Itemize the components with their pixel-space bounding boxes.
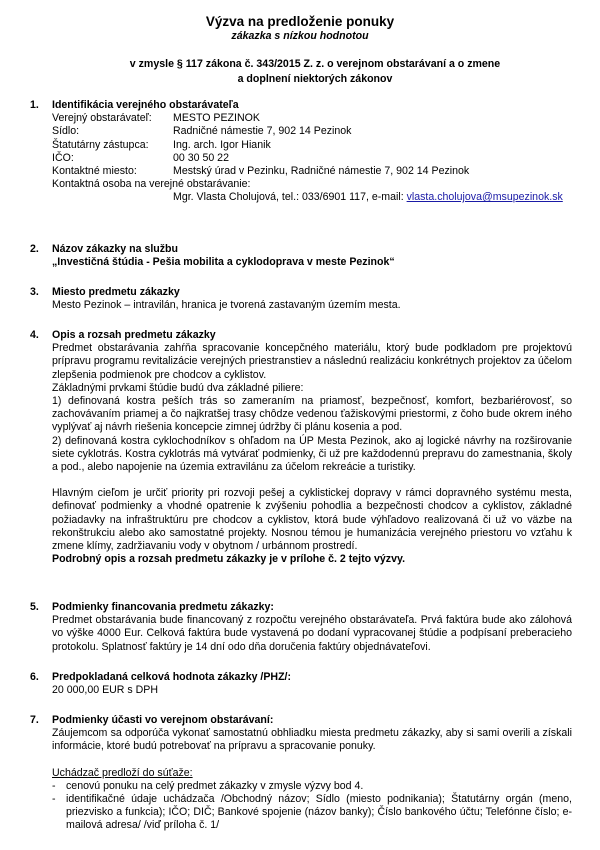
document-title: Výzva na predloženie ponuky [205,14,395,29]
section-number: 5. [30,601,39,613]
section-7 [30,714,572,833]
paragraph: Základnými prvkami štúdie budú dva základné piliere: [52,381,304,394]
legal-basis-line: v zmysle § 117 zákona č. 343/2015 Z. z. o verejnom obstarávaní a o zmene [129,58,501,70]
section-number: 6. [30,671,39,683]
document-subtitle: zákazka s nízkou hodnotou [231,30,369,42]
section-text: Záujemcom sa odporúča vykonať samostatnú obhliadku miesta predmetu zákazky, aby si sami overili a získali informácie, ktoré budú potrebovať na prípravu a spracovanie ponuky. [52,727,572,753]
info-row [52,112,572,125]
list-item-text: identifikačné údaje uchádzača /Obchodný názov; Sídlo (miesto podnikania); Štatutárny orgán (meno, priezvisko a funkcia); IČO; DIČ; Bankové spojenie (názov banky); Číslo bankového účtu; Telefónne číslo; e-mailová adresa/ /viď príloha č. 1/ [66,793,572,832]
section-number: 7. [30,714,39,726]
legal-basis [60,57,570,87]
info-label: Sídlo: [52,125,80,138]
section-4 [30,329,572,566]
section-heading: Predpokladaná celková hodnota zákazky /PHZ/: [52,671,292,683]
contact-line [173,191,572,204]
section-3 [30,286,572,312]
section-heading: Podmienky financovania predmetu zákazky: [52,601,274,613]
info-value: Radničné námestie 7, 902 14 Pezinok [173,125,352,138]
section-6 [30,671,572,697]
info-value: MESTO PEZINOK [173,112,260,125]
list-item: - identifikačné údaje uchádzača /Obchodný názov; Sídlo (miesto podnikania); Štatutárny orgán (meno, priezvisko a funkcia); IČO; DIČ; Bankové spojenie (názov banky); Číslo bankového účtu; Telefónne číslo; e-mailová adresa/ /viď príloha č. 1/ [52,793,572,832]
section-5 [30,601,572,654]
info-value: 00 30 50 22 [173,151,229,164]
section-text: 20 000,00 EUR s DPH [52,684,158,697]
info-label: IČO: [52,151,74,164]
section-heading: Názov zákazky na službu [52,243,178,255]
list-item-text: cenovú ponuku na celý predmet zákazky v zmysle výzvy bod 4. [66,779,364,792]
info-row [52,152,572,165]
section-text: Mesto Pezinok – intravilán, hranica je tvorená zastavaným územím mesta. [52,299,401,312]
info-row [52,125,572,138]
list-item: - cenovú ponuku na celý predmet zákazky v zmysle výzvy bod 4. [52,779,364,792]
list-heading: Uchádzač predloží do súťaže: [52,766,193,779]
info-row [52,139,572,152]
contact-label: Kontaktná osoba na verejné obstarávanie: [52,178,251,191]
section-text: Predmet obstarávania bude financovaný z rozpočtu verejného obstarávateľa. Prvá faktúra bude ako zálohová vo výške 4000 Eur. Celková faktúra bude vystavená po dodaní vypracovanej štúdie a podpísaní preberacieho protokolu. Splatnosť faktúry je 14 dní odo dňa doručenia faktúry objednávateľovi. [52,614,572,653]
paragraph-emphasis: Podrobný opis a rozsah predmetu zákazky je v prílohe č. 2 tejto výzvy. [52,553,406,566]
contact-text: Mgr. Vlasta Cholujová, tel.: 033/6901 117, e-mail: [173,191,407,204]
section-heading: Miesto predmetu zákazky [52,286,180,298]
info-label: Verejný obstarávateľ: [52,112,152,125]
section-1 [30,99,572,205]
paragraph: Hlavným cieľom je určiť priority pri rozvoji pešej a cyklistickej dopravy v rámci dopravného systému mesta, definovať podmienky a vhodné opatrenie k zvýšeniu pohodlia a bezpečnosti chodcov a cyklistov, základné požiadavky na infraštruktúru pre chodcov a cyklistov, ktorá bude výhľadovo realizovaná či už vo väzbe na rekonštrukciu alebo ako samostatné projekty. Nosnou témou je humanizácia verejného priestoru vo vzťahu k zmene klímy, zadržiavaniu vody v obytnom / urbánnom prostredí. [52,487,572,553]
section-number: 4. [30,329,39,341]
info-row [52,165,572,178]
paragraph: 2) definovaná kostra cyklochodníkov s ohľadom na ÚP Mesta Pezinok, ako aj logické návrhy na rozširovanie siete cyklotrás. Kostra cyklotrás má vytvárať podmienky, či už pre každodennú prepravu do zamestnania, školy a pod., alebo napojenie na územia extravilánu za účelom rekreácie a turistiky. [52,434,572,474]
section-heading: Identifikácia verejného obstarávateľa [52,99,239,111]
contact-email-link[interactable]: vlasta.cholujova@msupezinok.sk [406,191,563,204]
info-label: Kontaktné miesto: [52,165,137,178]
section-number: 1. [30,99,39,111]
section-heading: Podmienky účasti vo verejnom obstarávaní: [52,714,274,726]
info-value: Ing. arch. Igor Hianik [173,138,271,151]
legal-basis-line: a doplnení niektorých zákonov [237,73,393,85]
section-heading: Opis a rozsah predmetu zákazky [52,329,216,341]
section-2 [30,243,572,269]
section-number: 2. [30,243,39,255]
info-label: Štatutárny zástupca: [52,138,149,151]
contract-name: „Investičná štúdia - Pešia mobilita a cyklodoprava v meste Pezinok“ [52,256,395,269]
paragraph: Predmet obstarávania zahŕňa spracovanie koncepčného materiálu, ktorý bude podkladom pre projektovú prípravu programu revitalizácie verejných priestranstiev a následnú realizáciu konkrétnych projektov za účelom zlepšenia podmienok pre chodcov a cyklistov. [52,342,572,381]
paragraph: 1) definovaná kostra peších trás so zameraním na priamosť, bezpečnosť, komfort, bezbariérovosť, so zachovávaním priamej a čo najkratšej trasy chôdze vedenou ťažiskovými priestormi, z čoho bude okrem iného vyplývať aj návrh riešenia koncepcie zimnej údržby či plánu kosenia a pod. [52,395,572,434]
info-value: Mestský úrad v Pezinku, Radničné námestie 7, 902 14 Pezinok [173,165,470,178]
section-number: 3. [30,286,39,298]
